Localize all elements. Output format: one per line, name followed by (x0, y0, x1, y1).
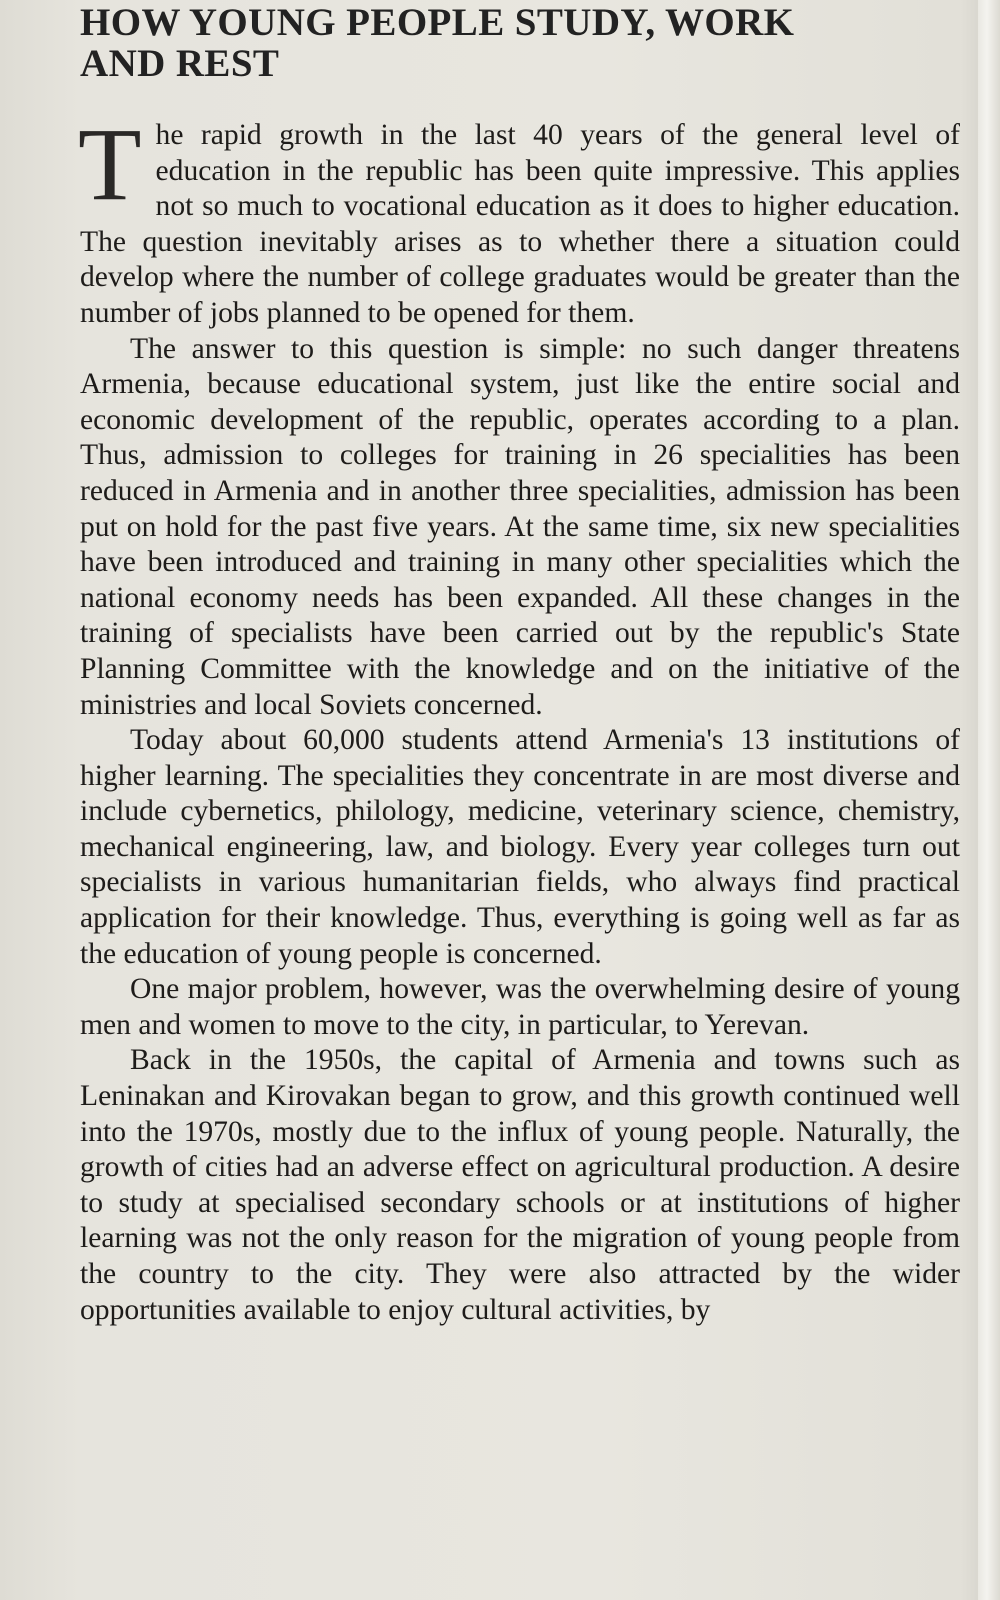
paragraph-1 (78, 107, 960, 332)
article (80, 0, 960, 1328)
paragraph-4: One major problem, however, was the overwhelming desire of young men and women to move to the city, in particular, to Yerevan. (80, 973, 960, 1041)
paragraph-2: The answer to this question is simple: no such danger threatens Armenia, because educational system, just like the entire social and economic development of the republic, operates according to a plan. Thus, admission to colleges for training in 26 specialities has been reduced in Armenia and in another three specialities, admission has been put on hold for the past five years. At the same time, six new specialities have been introduced and training in many other specialities which the national economy needs has been expanded. All these changes in the training of specialists have been carried out by the republic's State Planning Committee with the knowledge and on the initiative of the ministries and local Soviets concerned. (80, 332, 960, 721)
paragraph-3: Today about 60,000 students attend Armenia's 13 institutions of higher learning. The specialities they concentrate in are most diverse and include cybernetics, philology, medicine, veterinary science, chemistry, mechanical engineering, law, and biology. Every year colleges turn out specialists in various humanitarian fields, who always find practical application for their knowledge. Thus, everything is going well as far as the education of young people is concerned. (80, 724, 960, 970)
article-body (78, 107, 960, 1328)
paragraph-1-text: he rapid growth in the last 40 years of the general level of education in the republic has been quite impressive. This applies not so much to vocational education as it does to higher education. The question inevitably arises as to whether there a situation could develop where the number of college graduates would be greater than the number of jobs planned to be opened for them. (80, 119, 960, 329)
paragraph-5: Back in the 1950s, the capital of Armenia and towns such as Leninakan and Kirovakan began to grow, and this growth continued well into the 1970s, mostly due to the influx of young people. Naturally, the growth of cities had an adverse effect on agricultural production. A desire to study at specialised secondary schools or at institutions of higher learning was not the only reason for the migration of young people from the country to the city. They were also attracted by the wider opportunities available to enjoy cultural activities, by (80, 1044, 960, 1326)
article-title: HOW YOUNG PEOPLE STUDY, WORK AND REST (80, 1, 795, 85)
page-edge-strip (978, 0, 1000, 1600)
drop-cap-letter: T (78, 107, 142, 222)
